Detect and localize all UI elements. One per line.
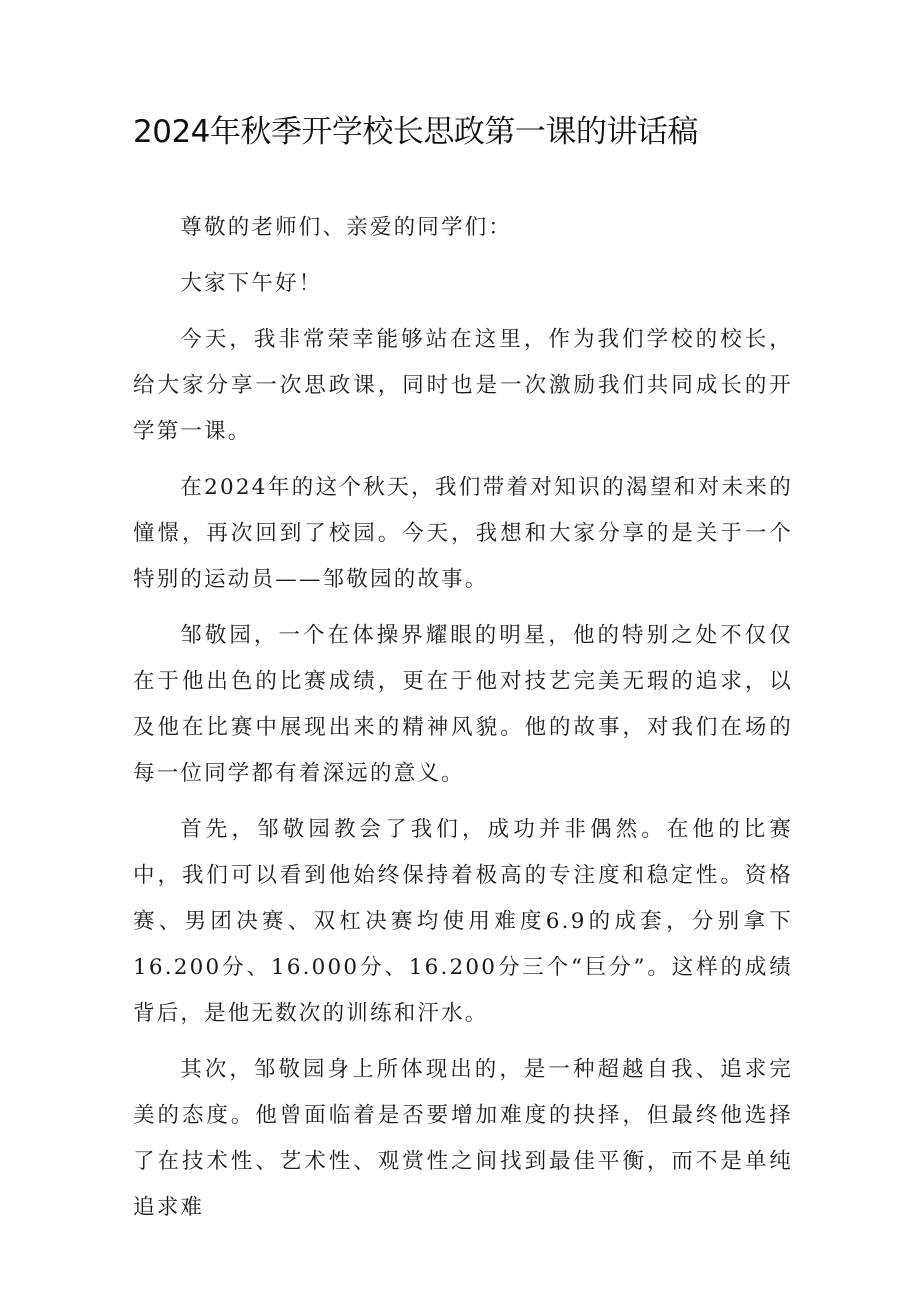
- greeting-paragraph: 尊敬的老师们、亲爱的同学们：: [180, 215, 513, 240]
- body-paragraph: 首先，邹敬园教会了我们，成功并非偶然。在他的比赛中，我们可以看到他始终保持着极高的专注度和稳定性。资格赛、男团决赛、双杠决赛均使用难度6.9的成套，分别拿下16.200分、16.000分、16.200分三个“巨分”。这样的成绩背后，是他无数次的训练和汗水。: [133, 817, 793, 1026]
- salutation-paragraph: 大家下午好！: [180, 271, 323, 296]
- speech-body: [133, 205, 793, 1241]
- body-paragraph: 今天，我非常荣幸能够站在这里，作为我们学校的校长，给大家分享一次思政课，同时也是一次激励我们共同成长的开学第一课。: [133, 327, 793, 444]
- body-paragraph: 邹敬园，一个在体操界耀眼的明星，他的特别之处不仅仅在于他出色的比赛成绩，更在于他对技艺完美无瑕的追求，以及他在比赛中展现出来的精神风貌。他的故事，对我们在场的每一位同学都有着深远的意义。: [133, 623, 793, 786]
- body-paragraph: 在2024年的这个秋天，我们带着对知识的渴望和对未来的憧憬，再次回到了校园。今天，我想和大家分享的是关于一个特别的运动员——邹敬园的故事。: [133, 475, 793, 592]
- body-paragraph: 其次，邹敬园身上所体现出的，是一种超越自我、追求完美的态度。他曾面临着是否要增加难度的抉择，但最终他选择了在技术性、艺术性、观赏性之间找到最佳平衡，而不是单纯追求难: [133, 1057, 793, 1220]
- page-title: 2024年秋季开学校长思政第一课的讲话稿: [133, 114, 698, 150]
